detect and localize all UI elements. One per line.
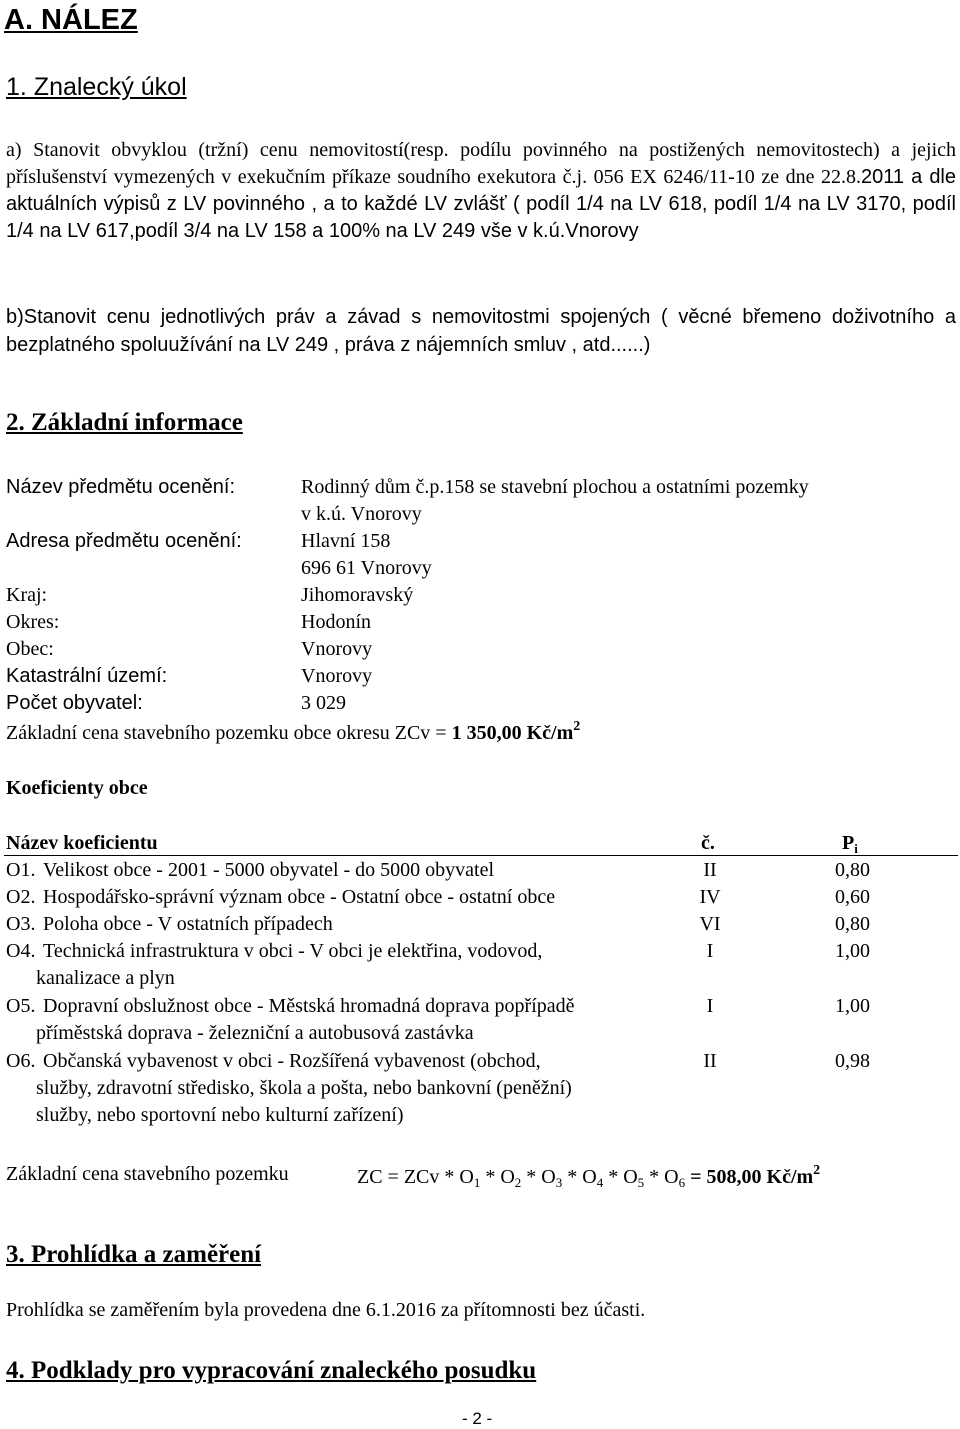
zc-formula: ZC = ZCv * $O_1 * O_2 * O_3 * O_4 * O_5 * O_6 = 508,00$ $Kč/m^2$ xyxy=(357,1163,821,1190)
zcv-row xyxy=(6,719,956,746)
info-label: Obec: xyxy=(6,638,54,660)
info-row-adresa-cont xyxy=(6,557,956,584)
info-label: Okres: xyxy=(6,611,60,633)
koef-c: I xyxy=(706,940,714,962)
info-value: 696 61 Vnorovy xyxy=(301,557,432,579)
info-label: Adresa předmětu ocenění: xyxy=(6,530,242,552)
info-value: 3 029 xyxy=(301,692,346,714)
koef-c: VI xyxy=(699,913,721,935)
koef-description: Poloha obce - V ostatních případech xyxy=(43,913,333,935)
info-value: Jihomoravský xyxy=(301,584,414,606)
koef-c: IV xyxy=(699,886,721,908)
info-label: Kraj: xyxy=(6,584,48,606)
info-row-nazev xyxy=(6,476,956,503)
koef-code: O6. xyxy=(6,1050,36,1072)
koef-description: Technická infrastruktura v obci - V obci je elektřina, vodovod, xyxy=(43,940,543,962)
zcv-text: Základní cena stavebního pozemku obce okresu ZCv = xyxy=(6,722,452,744)
section-3-title: 3. Prohlídka a zaměření xyxy=(6,1241,262,1268)
koef-description: Dopravní obslužnost obce - Městská hromadná doprava popřípadě xyxy=(43,995,575,1017)
koef-description: Občanská vybavenost v obci - Rozšířená vybavenost (obchod, xyxy=(43,1050,541,1072)
info-row-obec xyxy=(6,638,956,665)
header-p: $P_i$ xyxy=(842,832,858,856)
info-value: Vnorovy xyxy=(301,665,373,687)
zc-row xyxy=(6,1163,956,1190)
koef-description-cont: příměstská doprava - železniční a autobusová zastávka xyxy=(36,1022,474,1044)
info-row-okres xyxy=(6,611,956,638)
header-c: č. xyxy=(701,832,715,854)
info-value: Vnorovy xyxy=(301,638,373,660)
koef-code: O2. xyxy=(6,886,36,908)
info-value: Hodonín xyxy=(301,611,371,633)
koef-c: II xyxy=(703,859,717,881)
info-value: Rodinný dům č.p.158 se stavební plochou a ostatními pozemky xyxy=(301,476,809,498)
zcv-line xyxy=(6,719,580,745)
info-value: v k.ú. Vnorovy xyxy=(301,503,422,525)
zc-label: Základní cena stavebního pozemku xyxy=(6,1163,289,1185)
koef-code: O3. xyxy=(6,913,36,935)
section-3-text: Prohlídka se zaměřením byla provedena dne 6.1.2016 za přítomnosti bez účasti. xyxy=(6,1299,646,1321)
koef-p: 0,60 xyxy=(835,886,870,908)
koef-c: I xyxy=(706,995,714,1017)
info-row-kraj xyxy=(6,584,956,611)
koef-p: 0,98 xyxy=(835,1050,870,1072)
koef-description-cont: kanalizace a plyn xyxy=(36,967,175,989)
section-1-title: 1. Znalecký úkol xyxy=(6,73,187,101)
koef-description-cont: služby, nebo sportovní nebo kulturní zařízení) xyxy=(36,1104,404,1126)
koef-code: O5. xyxy=(6,995,36,1017)
koef-code: O1. xyxy=(6,859,36,881)
section-4-title: 4. Podklady pro vypracování znaleckého posudku xyxy=(6,1357,537,1384)
info-label: Název předmětu ocenění: xyxy=(6,476,236,498)
koef-description-cont: služby, zdravotní středisko, škola a pošta, nebo bankovní (peněžní) xyxy=(36,1077,572,1099)
paragraph-a xyxy=(6,137,956,245)
document-heading: A. NÁLEZ xyxy=(4,4,138,36)
header-divider xyxy=(4,855,958,856)
koef-description: Velikost obce - 2001 - 5000 obyvatel - do 5000 obyvatel xyxy=(43,859,495,881)
info-row-adresa xyxy=(6,530,956,557)
paragraph-b: b)Stanovit cenu jednotlivých práv a závad s nemovitostmi spojených ( věcné břemeno doživotního a bezplatného spoluužívání na LV 249 , práva z nájemních smluv , atd......) xyxy=(6,306,956,356)
page-number: - 2 - xyxy=(462,1409,493,1428)
koef-code: O4. xyxy=(6,940,36,962)
zcv-sup: 2 xyxy=(573,719,581,734)
koef-p: 0,80 xyxy=(835,913,870,935)
paragraph-a-part1: a) Stanovit obvyklou (tržní) cenu nemovitostí(resp. podílu povinného na postižených nemovitostech) a jejich příslušenství vymezených v exekučním příkaze soudního exekutora č.j. 056 EX 6246/11-10 ze dne 22.8. xyxy=(6,139,956,188)
koef-description: Hospodářsko-správní význam obce - Ostatní obce - ostatní obce xyxy=(43,886,556,908)
info-row-katastr xyxy=(6,665,956,692)
koef-c: II xyxy=(703,1050,717,1072)
paragraph-a-part2: 2011 a dle aktuálních výpisů z LV povinného , a to každé LV zvlášť ( podíl 1/4 na LV 618, podíl 1/4 na LV 3170, podíl 1/4 na LV 617,podíl 3/4 na LV 158 a 100% na LV 249 vše v k.ú.Vnorovy xyxy=(6,166,957,242)
info-label: Počet obyvatel: xyxy=(6,692,143,714)
section-2-title: 2. Základní informace xyxy=(6,409,243,436)
koef-p: 1,00 xyxy=(835,940,870,962)
info-label: Katastrální území: xyxy=(6,665,168,687)
zcv-value: 1 350,00 Kč/m xyxy=(451,722,574,744)
zc-value: 508,00 Kč/m xyxy=(706,1166,814,1188)
koef-p: 0,80 xyxy=(835,859,870,881)
info-row-nazev-cont xyxy=(6,503,956,530)
koef-p: 1,00 xyxy=(835,995,870,1017)
koeficienty-title: Koeficienty obce xyxy=(6,777,148,799)
info-value: Hlavní 158 xyxy=(301,530,391,552)
header-name: Název koeficientu xyxy=(6,832,158,854)
info-row-pocet xyxy=(6,692,956,719)
